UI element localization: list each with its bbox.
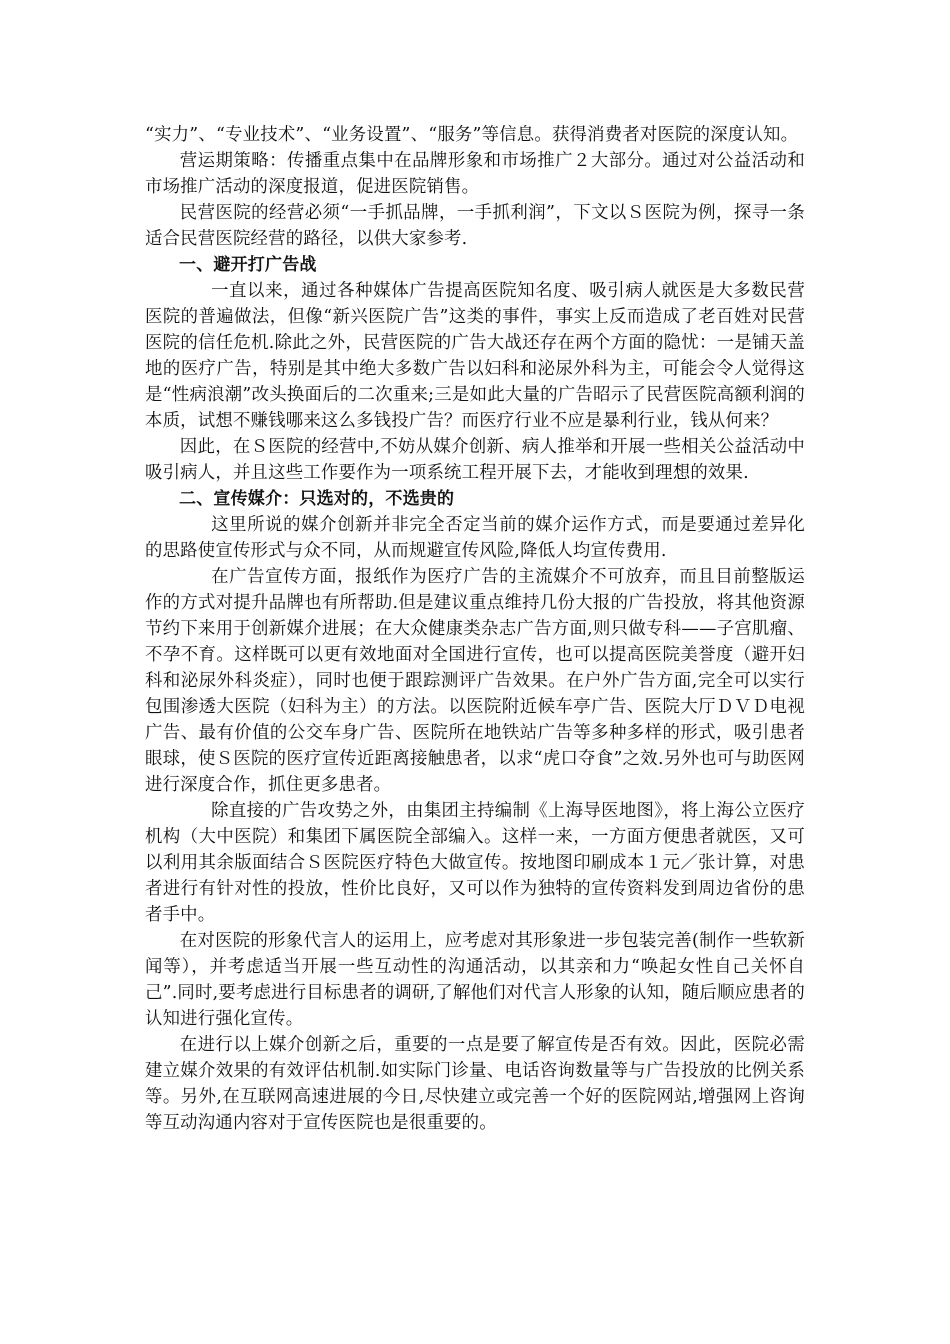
paragraph-evaluation: 在进行以上媒介创新之后，重要的一点是要了解宣传是否有效。因此，医院必需建立媒介效果的有效评估机制.如实际门诊量、电话咨询数量等与广告投放的比例关系等。另外,在互联网高速进展的今日,尽快建立或完善一个好的医院网站,增强网上咨询等互动沟通内容对于宣传医院也是很重要的。	[145, 1035, 805, 1133]
paragraph-operations-strategy: 营运期策略：传播重点集中在品牌形象和市场推广２大部分。通过对公益活动和市场推广活动的深度报道，促进医院销售。	[145, 151, 805, 197]
paragraph-media-innovation: 这里所说的媒介创新并非完全否定当前的媒介运作方式，而是要通过差异化的思路使宣传形式与众不同，从而规避宣传风险,降低人均宣传费用.	[145, 515, 805, 561]
section-heading-1: 一、避开打广告战	[179, 255, 317, 275]
document-body	[145, 122, 805, 1136]
paragraph-continued: “实力”、“专业技术”、“业务设置”、“服务”等信息。获得消费者对医院的深度认知。	[145, 125, 799, 145]
paragraph-spokesperson: 在对医院的形象代言人的运用上，应考虑对其形象进一步包装完善(制作一些软新闻等），并考虑适当开展一些互动性的沟通活动，以其亲和力“唤起女性自己关怀自己”.同时,要考虑进行目标患者的调研,了解他们对代言人形象的认知，随后顺应患者的认知进行强化宣传。	[145, 931, 805, 1029]
paragraph-therefore: 因此，在Ｓ医院的经营中,不妨从媒介创新、病人推举和开展一些相关公益活动中吸引病人，并且这些工作要作为一项系统工程开展下去，才能收到理想的效果.	[145, 437, 805, 483]
paragraph-advertising-war: 一直以来，通过各种媒体广告提高医院知名度、吸引病人就医是大多数民营医院的普遍做法，但像“新兴医院广告”这类的事件，事实上反而造成了老百姓对民营医院的信任危机.除此之外，民营医院的广告大战还存在两个方面的隐忧：一是铺天盖地的医疗广告，特别是其中绝大多数广告以妇科和泌尿外科为主，可能会令人觉得这是“性病浪潮”改头换面后的二次重来;三是如此大量的广告昭示了民营医院高额利润的本质，试想不赚钱哪来这么多钱投广告？而医疗行业不应是暴利行业，钱从何来？	[145, 281, 805, 431]
paragraph-intro: 民营医院的经营必须“一手抓品牌，一手抓利润”，下文以Ｓ医院为例，探寻一条适合民营医院经营的路径，以供大家参考.	[145, 203, 805, 249]
section-heading-2: 二、宣传媒介：只选对的，不选贵的	[179, 489, 455, 509]
paragraph-medical-map: 除直接的广告攻势之外，由集团主持编制《上海导医地图》，将上海公立医疗机构（大中医院）和集团下属医院全部编入。这样一来，一方面方便患者就医，又可以利用其余版面结合Ｓ医院医疗特色大做宣传。按地图印刷成本１元／张计算，对患者进行有针对性的投放，性价比良好，又可以作为独特的宣传资料发到周边省份的患者手中。	[145, 801, 805, 925]
paragraph-ad-channels: 在广告宣传方面，报纸作为医疗广告的主流媒介不可放弃，而且目前整版运作的方式对提升品牌也有所帮助.但是建议重点维持几份大报的广告投放，将其他资源节约下来用于创新媒介进展；在大众健康类杂志广告方面,则只做专科——子宫肌瘤、不孕不育。这样既可以更有效地面对全国进行宣传，也可以提高医院美誉度（避开妇科和泌尿外科炎症），同时也便于跟踪测评广告效果。在户外广告方面,完全可以实行包围渗透大医院（妇科为主）的方法。以医院附近候车亭广告、医院大厅ＤＶＤ电视广告、最有价值的公交车身广告、医院所在地铁站广告等多种多样的形式，吸引患者眼球，使Ｓ医院的医疗宣传近距离接触患者，以求“虎口夺食”之效.另外也可与助医网进行深度合作，抓住更多患者。	[145, 567, 805, 795]
